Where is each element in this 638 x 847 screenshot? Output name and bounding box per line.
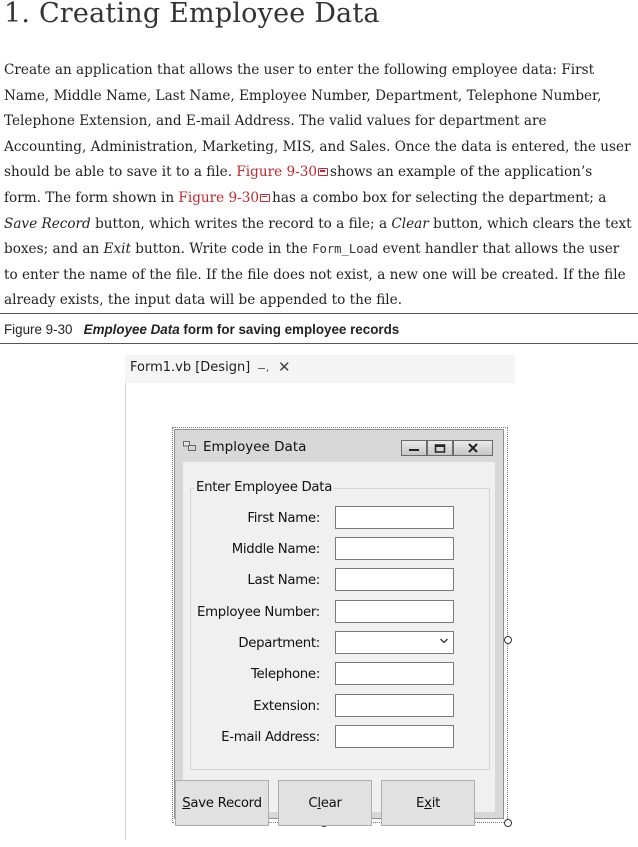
para-text-3: has a combo box for selecting the department; a: [272, 189, 607, 206]
telephone-label: Telephone:: [250, 667, 320, 682]
exit-button-access-key: x: [424, 795, 432, 811]
last-name-input[interactable]: [335, 568, 454, 591]
external-link-icon: [260, 194, 270, 202]
exit-term: Exit: [103, 241, 131, 258]
para-text-7: event handler that allows the user to enter the name of the file. If the file does not exist, a new one will be created. If the file already exists, the input data will be appended to the file.: [4, 241, 626, 309]
email-label: E-mail Address:: [221, 730, 320, 745]
chevron-down-icon: [439, 636, 449, 646]
clear-button-access-key: l: [317, 795, 321, 811]
caption-bottom-rule: [0, 343, 638, 344]
employee-data-form: [174, 429, 504, 819]
figure-title-em: Employee Data: [83, 322, 180, 337]
para-text-2: shows an example of the application’s form. The form shown in: [4, 164, 593, 206]
email-input[interactable]: [335, 725, 454, 748]
design-surface: [125, 383, 516, 840]
para-text-1: Create an application that allows the user to enter the following employee data: First Name, Middle Name, Last Name, Employee Number, Department, Telephone Number, Telephone Extension, and E-mail Address. The valid values for department are Accounting, Administration, Marketing, MIS, and Sales. Once the data is entered, the user should be able to save it to a file.: [4, 62, 631, 181]
first-name-label: First Name:: [247, 511, 320, 526]
telephone-input[interactable]: [335, 662, 454, 685]
groupbox-label: Enter Employee Data: [196, 480, 333, 495]
save-record-button[interactable]: [175, 780, 269, 826]
first-name-input[interactable]: [335, 506, 454, 529]
pin-icon[interactable]: −⸴: [257, 362, 270, 375]
form-title: Employee Data: [203, 439, 307, 455]
save-button-text-post: ave Record: [190, 795, 262, 811]
figure-title: [84, 322, 400, 337]
external-link-icon: [318, 168, 328, 176]
exit-button[interactable]: [381, 780, 475, 826]
figure-link-1[interactable]: Figure 9-30: [236, 164, 317, 181]
clear-button-text-post: ear: [320, 795, 342, 811]
resize-handle-right[interactable]: [504, 636, 512, 644]
middle-name-input[interactable]: [335, 537, 454, 560]
form-title-bar: [175, 430, 503, 462]
save-record-term: Save Record: [4, 215, 91, 232]
para-text-6: button. Write code in the: [135, 241, 308, 258]
clear-term: Clear: [391, 215, 429, 232]
caption-buttons: [401, 440, 493, 458]
employee-number-input[interactable]: [335, 600, 454, 623]
figure-caption: [4, 322, 399, 337]
section-heading: 1. Creating Employee Data: [4, 0, 380, 29]
form-load-code: Form_Load: [312, 242, 379, 257]
document-tab-title: Form1.vb [Design]: [130, 360, 251, 375]
close-tab-icon[interactable]: ✕: [278, 358, 291, 376]
close-icon[interactable]: [453, 440, 493, 456]
employee-number-label: Employee Number:: [197, 605, 320, 620]
last-name-label: Last Name:: [247, 573, 320, 588]
figure-number: Figure 9-30: [4, 322, 73, 337]
form-icon: [183, 441, 196, 451]
minimize-icon[interactable]: [401, 440, 427, 456]
save-button-access-key: S: [182, 795, 191, 811]
extension-label: Extension:: [253, 699, 320, 714]
department-label: Department:: [238, 636, 320, 651]
designer-screenshot: [125, 355, 515, 840]
para-text-4: button, which writes the record to a file; a: [95, 215, 388, 232]
clear-button[interactable]: [278, 780, 372, 826]
department-combo[interactable]: [335, 631, 454, 654]
figure-title-rest: form for saving employee records: [183, 322, 400, 337]
figure-link-2[interactable]: Figure 9-30: [178, 189, 260, 206]
exit-button-text-post: it: [431, 795, 440, 811]
form-client-area: [183, 462, 495, 812]
extension-input[interactable]: [335, 694, 454, 717]
exercise-paragraph: [4, 58, 632, 314]
para-text-5: button, which clears the text boxes; and an: [4, 215, 632, 258]
middle-name-label: Middle Name:: [231, 542, 320, 557]
clear-button-text-pre: C: [308, 795, 318, 811]
caption-top-rule: [0, 313, 638, 314]
document-tab[interactable]: [125, 355, 515, 383]
maximize-icon[interactable]: [427, 440, 453, 456]
exit-button-text-pre: E: [416, 795, 425, 811]
resize-handle-corner[interactable]: [504, 819, 512, 827]
